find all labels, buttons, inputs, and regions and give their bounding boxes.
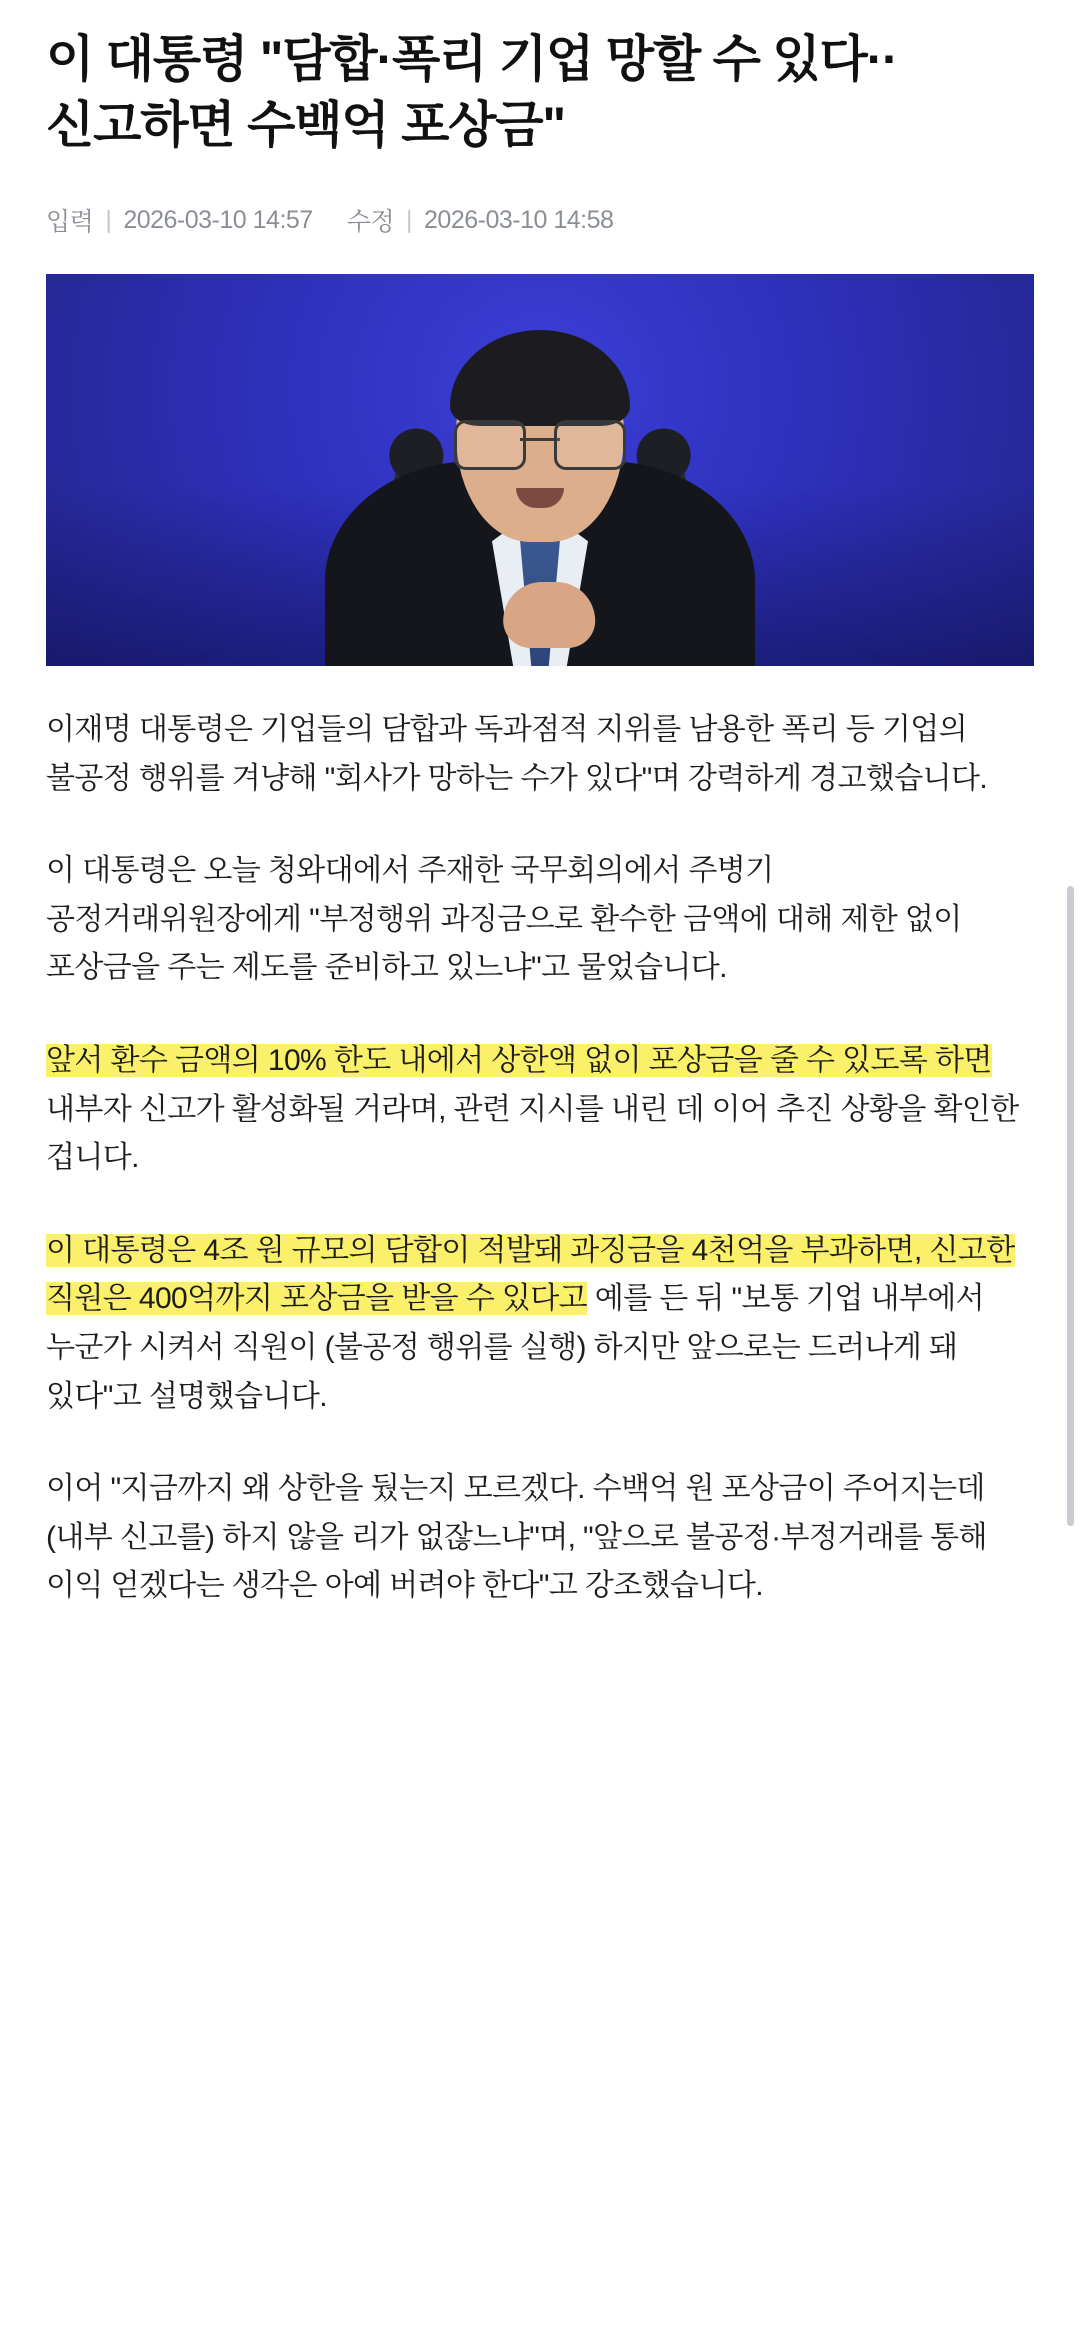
published-date: 2026-03-10 14:57 [123,205,313,234]
article-paragraph [46,1227,1034,1421]
meta-separator-1: | [105,205,112,234]
subject-head [456,336,624,542]
page-scrollbar[interactable] [1067,886,1074,1526]
paragraph-run: 이 대통령은 오늘 청와대에서 주재한 국무회의에서 주병기 공정거래위원장에게 "부정행위 과징금으로 환수한 금액에 대해 제한 없이 포상금을 주는 제도를 준비하고 있느냐"고 물었습니다. [46,854,962,985]
hero-image-wrapper [46,274,1034,666]
photo-subject [325,336,755,666]
article-hero-image [46,274,1034,666]
glasses-lens-left [454,420,526,470]
highlighted-text: 이 대통령은 4조 원 규모의 담합이 적발돼 과징금을 4천억을 부과하면, 신고한 직원은 400억까지 포상금을 받을 수 있다고 [46,1233,1015,1316]
paragraph-run: 내부자 신고가 활성화될 거라며, 관련 지시를 내린 데 이어 추진 상황을 확인한 겁니다. [46,1092,1019,1175]
paragraph-run: 예를 든 뒤 "보통 기업 내부에서 누군가 시켜서 직원이 (불공정 행위를 실행) 하지만 앞으로는 드러나게 돼 있다"고 설명했습니다. [46,1282,985,1413]
highlighted-text: 앞서 환수 금액의 10% 한도 내에서 상한액 없이 포상금을 줄 수 있도록 하면 [46,1043,992,1077]
article-paragraph [46,1465,1034,1611]
subject-hand [503,582,595,648]
article-page [0,26,1080,1611]
article-paragraph [46,1037,1034,1183]
updated-date: 2026-03-10 14:58 [424,205,614,234]
subject-hair [450,330,630,426]
published-label: 입력 [46,208,94,236]
article-paragraph [46,706,1034,803]
updated-label: 수정 [346,208,395,236]
glasses-icon [454,420,626,466]
paragraph-run: 이재명 대통령은 기업들의 담합과 독과점적 지위를 남용한 폭리 등 기업의 불공정 행위를 겨냥해 "회사가 망하는 수가 있다"며 강력하게 경고했습니다. [46,713,988,795]
article-meta [46,202,1034,238]
paragraph-run: 이어 "지금까지 왜 상한을 뒀는지 모르겠다. 수백억 원 포상금이 주어지는데 (내부 신고를) 하지 않을 리가 없잖느냐"며, "앞으로 불공정·부정거래를 통해 이익 얻겠다는 생각은 아예 버려야 한다"고 강조했습니다. [46,1472,987,1603]
subject-mouth [516,488,564,508]
article-body [46,706,1034,1611]
meta-separator-2: | [406,205,413,234]
glasses-lens-right [554,420,626,470]
article-paragraph [46,847,1034,993]
page-title: 이 대통령 "담합·폭리 기업 망할 수 있다·· 신고하면 수백억 포상금" [46,31,898,153]
